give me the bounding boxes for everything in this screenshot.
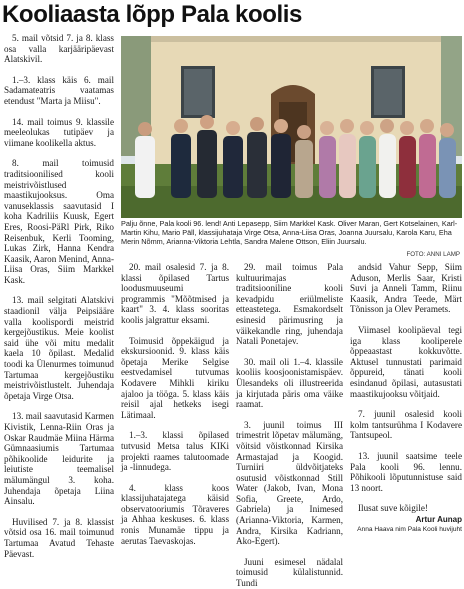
paragraph: Toimusid õppekäigud ja ekskursioonid. 9. klass käis õpetaja Merike Selgise eestvedamisel tutvumas Kodavere Mihkli kiriku ajaloo ja tööga. 5. klass käis reisil ajal hetkeks isegi Lätimaal.: [121, 335, 229, 420]
paragraph: 13. juunil saatsime teele Pala kooli 96. lennu. Põhikooli lõputunnistuse said 13 noort.: [350, 450, 462, 493]
photo-illustration: [121, 36, 462, 218]
photo-caption: [121, 219, 462, 259]
article-column-2: [121, 262, 229, 546]
author-title: Anna Haava nim Pala Kooli huvijuht: [357, 526, 462, 534]
paragraph: 13. mail selgitati Alatskivi staadionil välja Peipsiääre valla koolispordi meistrid kergejõustikus. Meie koolist said ühe või mitu medalit kaela 10 õpilast. Medalid toodi ka Ülenurmes toimunud Tartumaa kergejõustiku meistrivõistlustelt. Juhendaja õpetaja Virge Otsa.: [4, 295, 114, 401]
paragraph: 1.–3. klass käis 6. mail Sadamateatris vaatamas etendust "Marta ja Miisu".: [4, 74, 114, 106]
article-column-1: [4, 33, 114, 559]
article-headline: Kooliaasta lõpp Pala koolis: [2, 1, 302, 28]
article-column-3: [236, 262, 343, 589]
paragraph: Ilusat suve kõigile!: [358, 503, 428, 514]
photo-caption-text: Palju õnne, Pala kooli 96. lend! Anti Lepasepp, Siim Markkel Kask. Oliver Maran, Gert Kotselainen, Karl-Martin Kihu, Mario Päll, klassijuhataja Virge Otsa, Anna-Liisa Oras, Joanna Juursalu, Karola Karu, Eha Merin Nõmm, Arianna-Viktoria Lehtla, Sandra Malene Ottson, Eliin Juursalu.: [121, 219, 458, 247]
author-name: Artur Aunap: [415, 514, 462, 524]
paragraph: 30. mail oli 1.–4. klassile kooliis koosjoonistamispäev. Ülesandeks oli illustreerida ja kirjutada päris oma väike raamat.: [236, 356, 343, 410]
paragraph: 13. mail saavutasid Karmen Kivistik, Lenna-Riin Oras ja Oskar Raudmäe Miina Härma Gümnaasiumis Tartumaa põhikoolide leidurite ja leiutiste teemalisel mälumängul 3. koha. Juhendaja õpetaja Liina Ainsalu.: [4, 411, 114, 507]
paragraph: 5. mail võtsid 7. ja 8. klass osa valla karjääripäevast Alatskivil.: [4, 33, 114, 65]
article-column-4: [350, 262, 462, 536]
paragraph: Huvilised 7. ja 8. klassist võtsid osa 16. mail toimunud Tartumaa Avatud Tehaste Päevast.: [4, 516, 114, 559]
paragraph: andsid Vahur Sepp, Siim Aduson, Merlis Saar, Kristi Suvi ja Anneli Tamm, Riinu Kaasik, Andra Teede, Märt Tõnisson ja Olev Peramets.: [350, 262, 462, 315]
paragraph: 29. mail toimus Pala kultuurimajas traditsiooniline kooli kevadpidu eriülmeliste etteastetega. Esmakordselt esinesid pärimusring ja väikekandle ring, juhendaja Natali Ponetajev.: [236, 262, 343, 347]
paragraph: Viimasel koolipäeval tegi iga klass kooliperele õppeaastast kokkuvõtte. Aktusel tunnustati parimaid õppureid, tänati kooli esindanud õpilasi, autasustati maastikujooksu võitjaid.: [350, 324, 462, 399]
paragraph: 8. mail toimusid traditsioonilised kooli meistrivõistlused maastikujooksus. Oma vanuseklassis saavutasid I koha Kadriliis Kuusk, Egert Eres, Roosi-PäRl Pirk, Riko Reisenbuk, Kerli Tooming, Lukas Zirk, Hanna Kendra Kaasik, Aaron Menind, Anna-Liisa Oras, Siim Markkel Kask.: [4, 158, 114, 285]
paragraph: 4. klass koos klassijuhatajatega käisid observatooriumis Tõraveres ja Ahhaa keskuses. 6. klass ronis Munamäe tippu ja aerutas Taevaskojas.: [121, 482, 229, 546]
paragraph: Juuni esimesel nädalal toimusid külalistunnid. Tundi: [236, 556, 343, 589]
photo-credit: FOTO: ANNI LAMP: [406, 250, 460, 258]
paragraph: 20. mail osalesid 7. ja 8. klassi õpilased Tartus loodusmuuseumi programmis "Mõõtmised ja kaart" 3. 4. klass sooritas koolis jalgrattur eksami.: [121, 262, 229, 325]
paragraph: 14. mail toimus 9. klassile meeleolukas tutipäev ja viimane koolikella aktus.: [4, 116, 114, 148]
paragraph: 7. juunil osalesid kooli kolm tantsurühma I Kodavere Tantsupeol.: [350, 409, 462, 441]
paragraph: 3. juunil toimus III trimestrit lõpetav mälumäng, võitsid võistkonnad Kirsika Armastajad ja Koogid. Turniiri üldvõitjateks osutusid võistkonnad Still Water (Jakob, Ivan, Mona Sofia, Greete, Ardo, Gabriela) ja Inimesed (Arianna-Viktoria, Karmen, Andra, Kirsika Kadriann, Ako-Egert).: [236, 419, 343, 547]
paragraph: 1.–3. klassi õpilased tutvusid Metsa talus KIKi projekti raames talutoomade ja -linnudega.: [121, 430, 229, 473]
graduation-class-photo: [121, 36, 462, 218]
